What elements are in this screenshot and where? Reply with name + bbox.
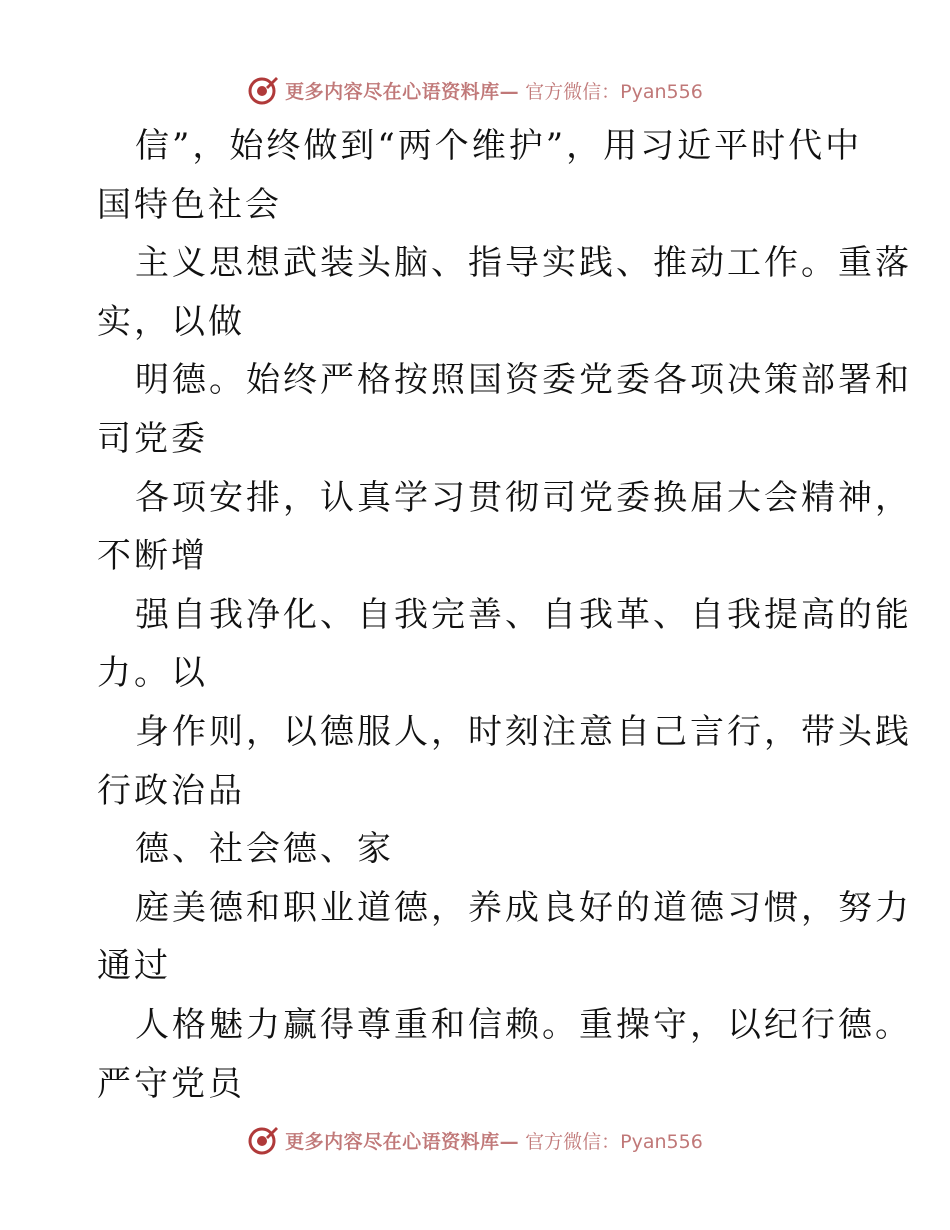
text-line: 明德。始终严格按照国资委党委各项决策部署和 <box>135 360 912 401</box>
text-line: 通过 <box>97 946 171 987</box>
text-line: 人格魅力赢得尊重和信赖。重操守，以纪行德。 <box>135 1004 912 1045</box>
header-watermark <box>0 70 950 110</box>
pen-seal-icon <box>247 74 279 106</box>
text-line: 信”，始终做到“两个维护”，用习近平时代中 <box>135 126 863 166</box>
text-line: 身作则，以德服人，时刻注意自己言行，带头践 <box>135 711 912 752</box>
text-line: 各项安排，认真学习贯彻司党委换届大会精神， <box>135 477 912 518</box>
text-line: 行政治品 <box>97 770 245 811</box>
text-line: 不断增 <box>97 536 208 577</box>
text-line: 主义思想武装头脑、指导实践、推动工作。重落 <box>135 243 912 284</box>
text-line: 司党委 <box>97 418 208 459</box>
text-line: 实，以做 <box>97 301 245 342</box>
watermark-contact: 官方微信：Pyan556 <box>525 80 703 103</box>
text-line: 德、社会德、家 <box>135 829 394 870</box>
text-line: 庭美德和职业道德，养成良好的道德习惯，努力 <box>135 887 912 928</box>
text-line: 力。以 <box>97 653 208 694</box>
text-line: 国特色社会 <box>97 184 282 225</box>
watermark-text: 更多内容尽在心语资料库— <box>285 80 520 103</box>
text-line: 严守党员 <box>97 1063 245 1104</box>
footer-watermark <box>0 1120 950 1160</box>
watermark-contact: 官方微信：Pyan556 <box>525 1130 703 1153</box>
document-body <box>97 117 912 1113</box>
watermark-text: 更多内容尽在心语资料库— <box>285 1130 520 1153</box>
pen-seal-icon <box>247 1124 279 1156</box>
text-line: 强自我净化、自我完善、自我革、自我提高的能 <box>135 594 912 635</box>
